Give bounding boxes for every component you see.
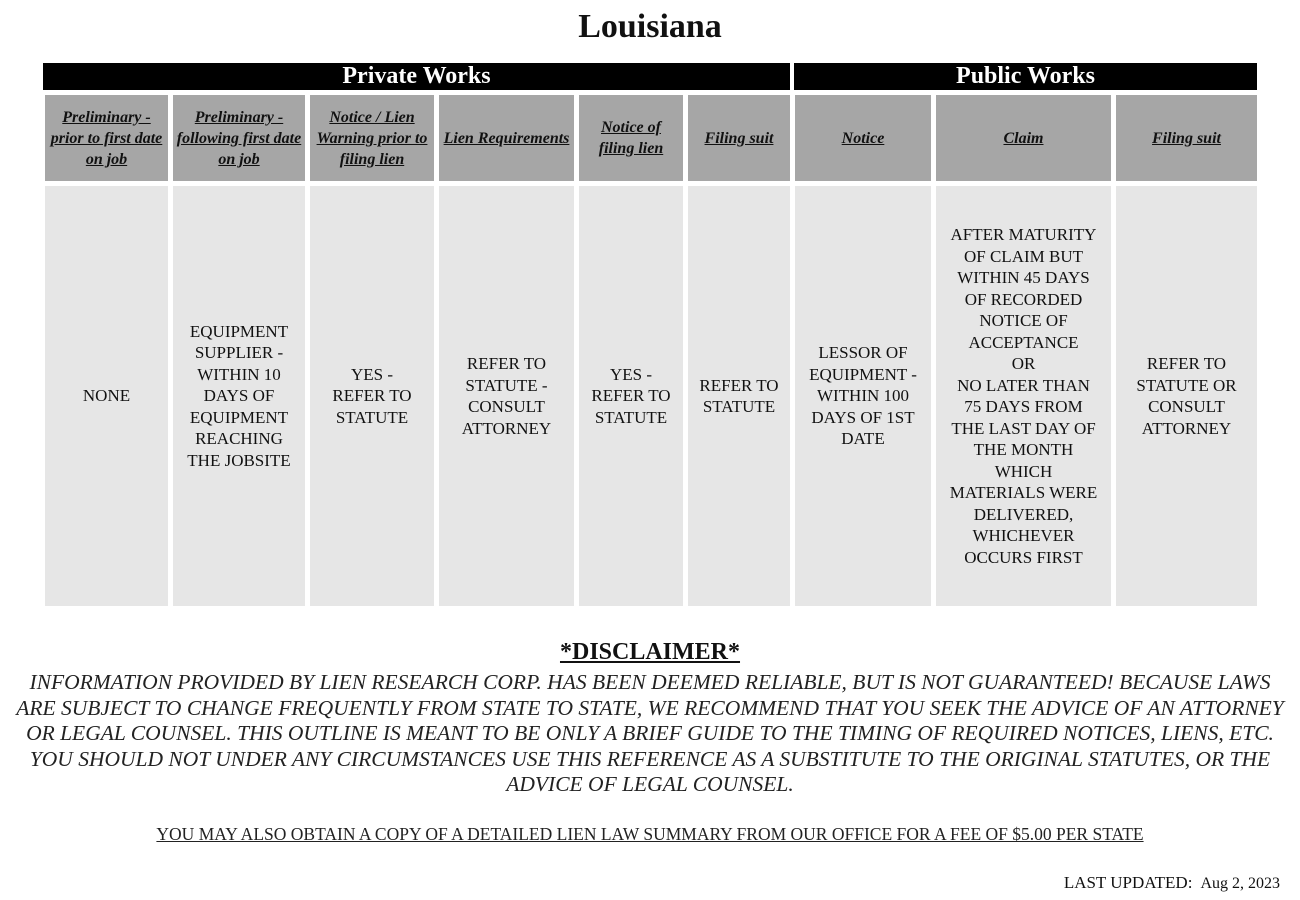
cell-filing-suit-public: REFER TO STATUTE OR CONSULT ATTORNEY — [1116, 186, 1257, 606]
header-preliminary-following: Preliminary - following first date on job — [173, 95, 305, 181]
cell-preliminary-prior: NONE — [45, 186, 168, 606]
cell-lien-requirements: REFER TO STATUTE - CONSULT ATTORNEY — [439, 186, 574, 606]
header-filing-suit-private: Filing suit — [688, 95, 790, 181]
cell-preliminary-following: EQUIPMENT SUPPLIER - WITHIN 10 DAYS OF EQUIPMENT REACHING THE JOBSITE — [173, 186, 305, 606]
header-claim: Claim — [936, 95, 1111, 181]
last-updated-label: LAST UPDATED: — [1063, 873, 1193, 892]
header-notice-public: Notice — [795, 95, 931, 181]
header-lien-requirements: Lien Requirements — [439, 95, 574, 181]
header-preliminary-prior: Preliminary - prior to first date on job — [45, 95, 168, 181]
header-notice-of-filing-lien: Notice of filing lien — [579, 95, 683, 181]
page-title: Louisiana — [578, 8, 722, 45]
cell-claim: AFTER MATURITY OF CLAIM BUT WITHIN 45 DAYS OF RECORDED NOTICE OF ACCEPTANCE OR NO LATER THAN 75 DAYS FROM THE LAST DAY OF THE MONTH WHICH MATERIALS WERE DELIVERED, WHICHEVER OCCURS FIRST — [936, 186, 1111, 606]
disclaimer-body: INFORMATION PROVIDED BY LIEN RESEARCH CORP. HAS BEEN DEEMED RELIABLE, BUT IS NOT GUARANTEED! BECAUSE LAWS ARE SUBJECT TO CHANGE FREQUENTLY FROM STATE TO STATE, WE RECOMMEND THAT YOU SEEK THE ADVICE OF AN ATTORNEY OR LEGAL COUNSEL. THIS OUTLINE IS MEANT TO BE ONLY A BRIEF GUIDE TO THE TIMING OF REQUIRED NOTICES, LIENS, ETC. YOU SHOULD NOT UNDER ANY CIRCUMSTANCES USE THIS REFERENCE AS A SUBSTITUTE TO THE ORIGINAL STATUTES, OR THE ADVICE OF LEGAL COUNSEL. — [16, 670, 1284, 796]
cell-notice-public: LESSOR OF EQUIPMENT - WITHIN 100 DAYS OF 1ST DATE — [795, 186, 931, 606]
cell-notice-of-filing-lien: YES - REFER TO STATUTE — [579, 186, 683, 606]
cell-filing-suit-private: REFER TO STATUTE — [688, 186, 790, 606]
last-updated — [1064, 873, 1280, 893]
disclaimer-title: *DISCLAIMER* — [559, 639, 741, 665]
summary-note: YOU MAY ALSO OBTAIN A COPY OF A DETAILED LIEN LAW SUMMARY FROM OUR OFFICE FOR A FEE OF $5.00 PER STATE — [156, 824, 1144, 844]
private-works-header: Private Works — [43, 63, 790, 90]
cell-notice-lien-warning: YES - REFER TO STATUTE — [310, 186, 434, 606]
last-updated-date: Aug 2, 2023 — [1200, 875, 1280, 892]
header-notice-lien-warning: Notice / Lien Warning prior to filing lien — [310, 95, 434, 181]
header-filing-suit-public: Filing suit — [1116, 95, 1257, 181]
public-works-header: Public Works — [794, 63, 1257, 90]
